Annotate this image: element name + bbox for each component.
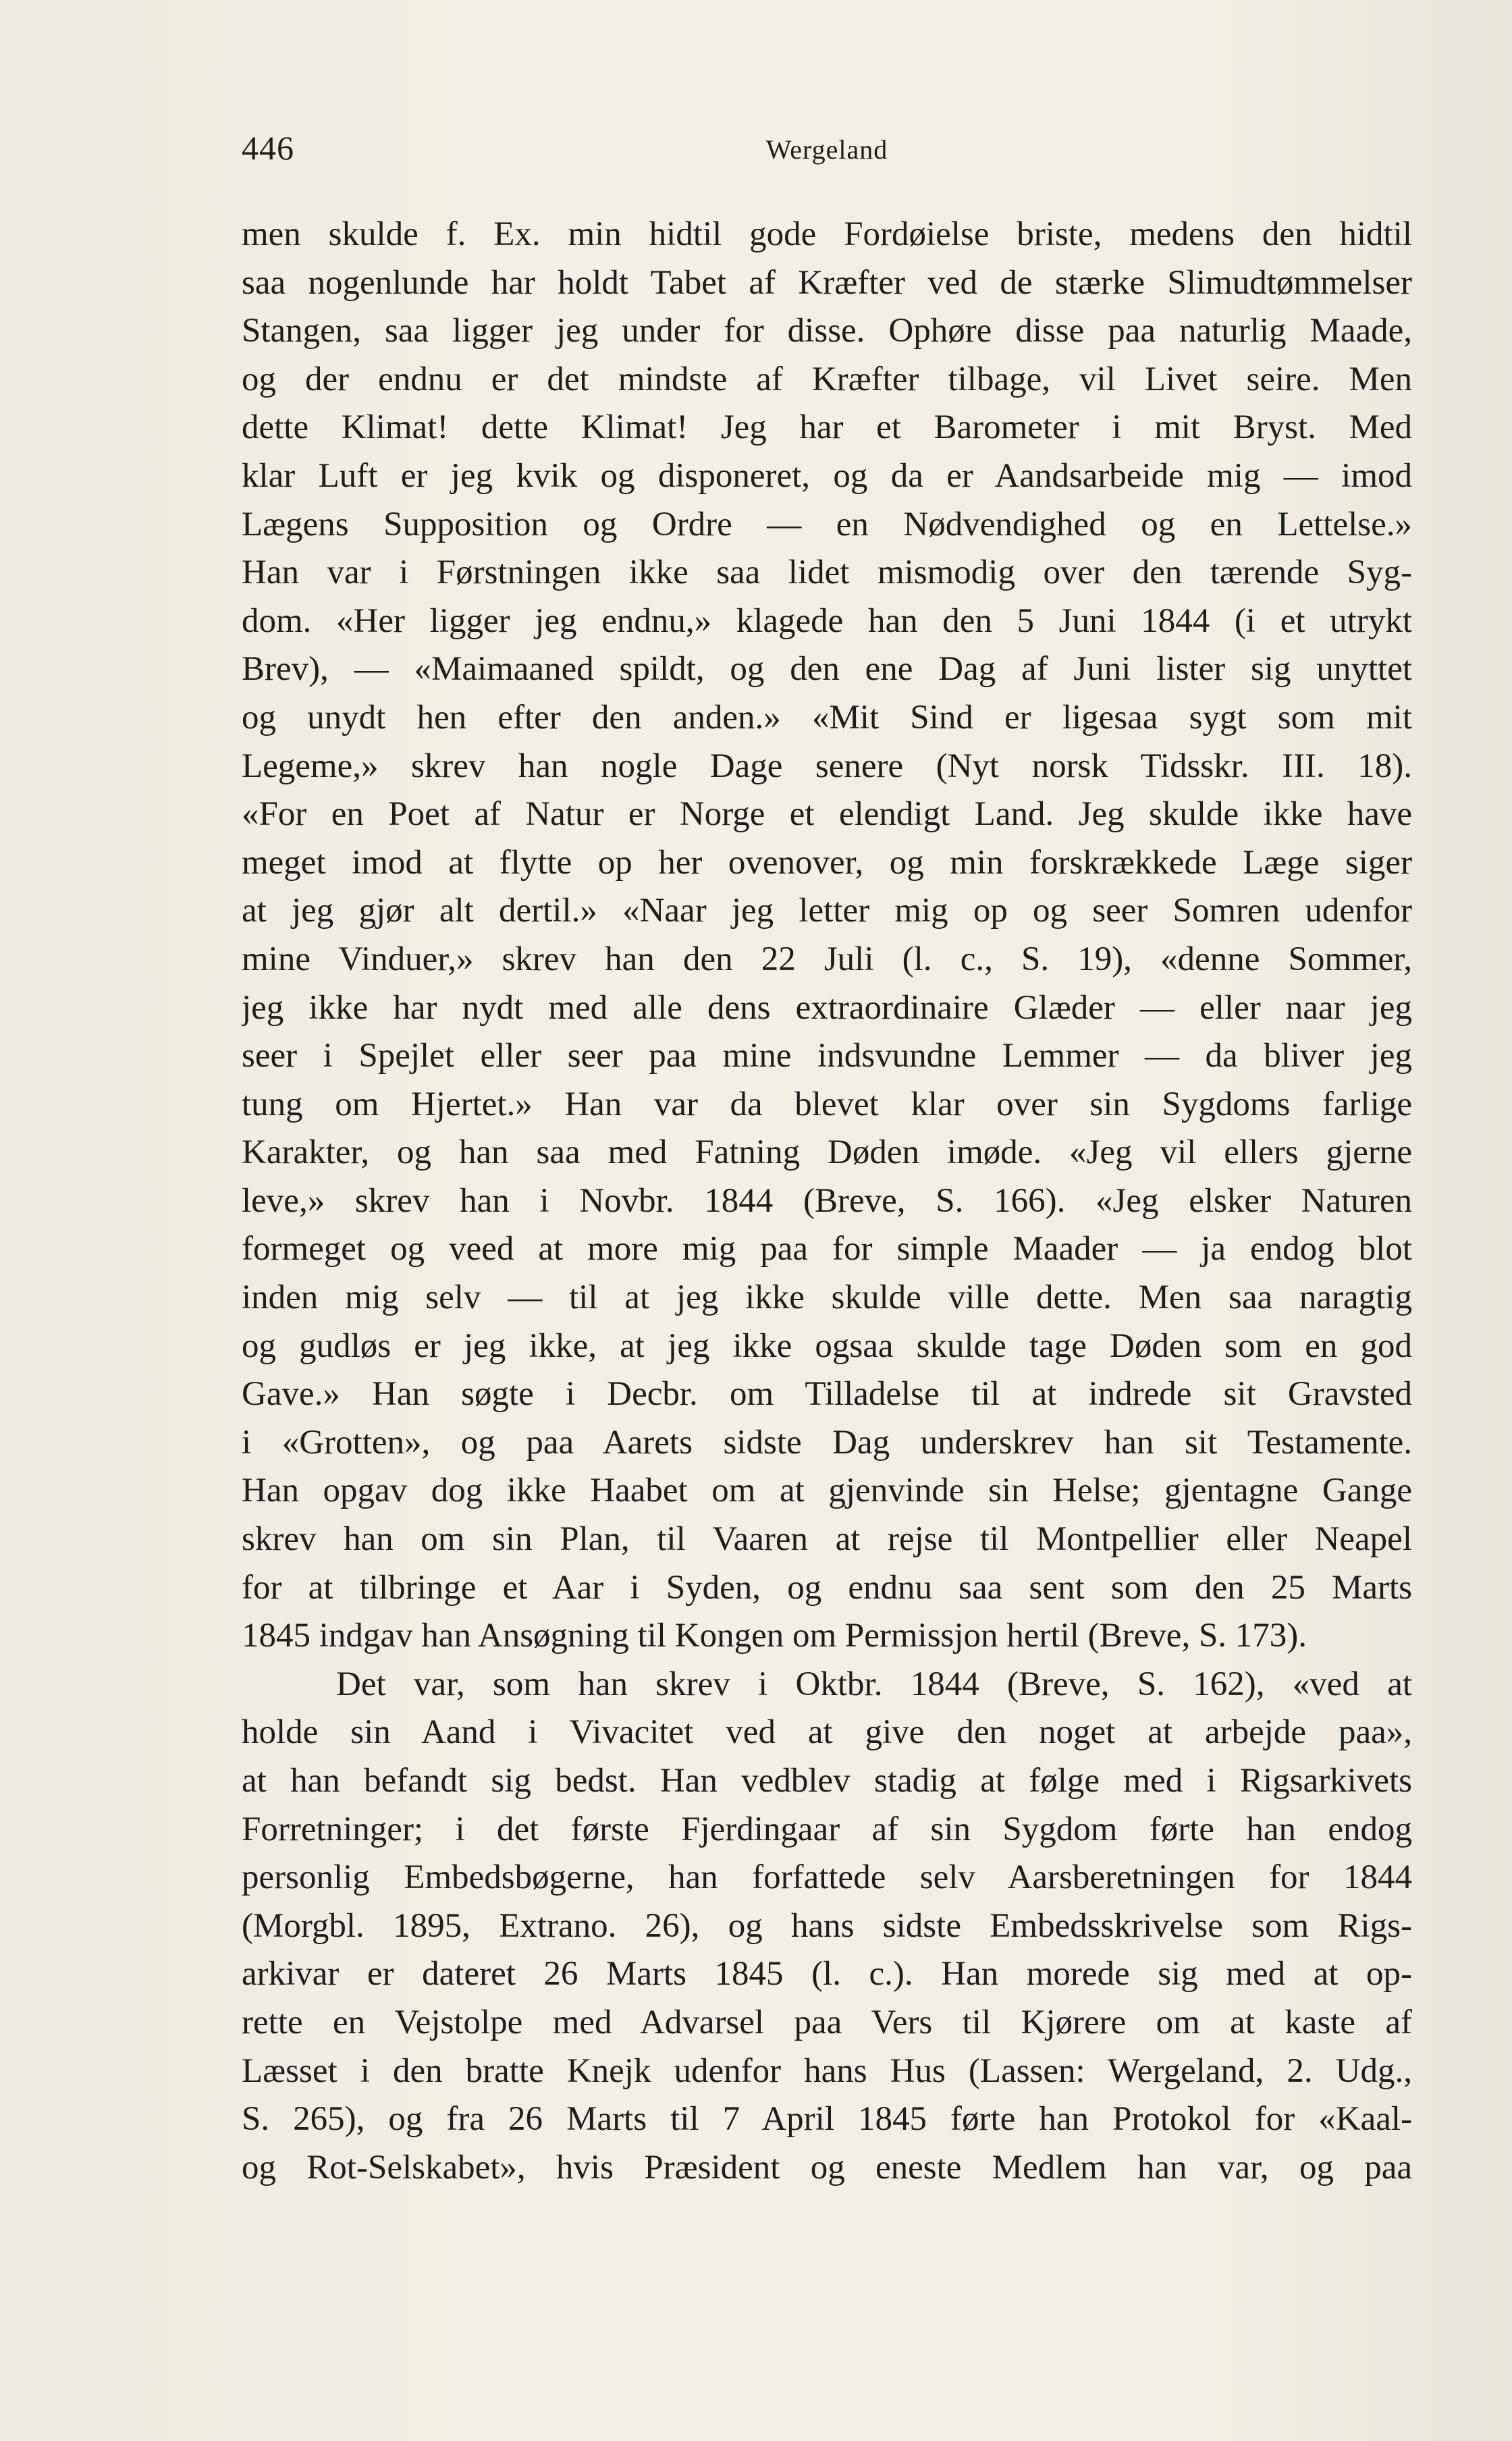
text-line: dette Klimat! dette Klimat! Jeg har et Barometer i mit Bryst. Med (242, 408, 1412, 447)
text-line: Læsset i den bratte Knejk udenfor hans Hus (Lassen: Wergeland, 2. Udg., (242, 2051, 1412, 2090)
text-line: holde sin Aand i Vivacitet ved at give den noget at arbejde paa», (242, 1713, 1412, 1752)
text-line: personlig Embedsbøgerne, han forfattede selv Aarsberetningen for 1844 (242, 1858, 1412, 1897)
text-line: arkivar er dateret 26 Marts 1845 (l. c.). Han morede sig med at op- (242, 1955, 1412, 1993)
text-line: at han befandt sig bedst. Han vedblev stadig at følge med i Rigsarkivets (242, 1762, 1412, 1800)
page-number: 446 (242, 129, 294, 167)
text-line: (Morgbl. 1895, Extrano. 26), og hans sidste Embedsskrivelse som Rigs- (242, 1906, 1412, 1945)
text-line: Gave.» Han søgte i Decbr. om Tilladelse til at indrede sit Gravsted (242, 1375, 1412, 1414)
text-line: Brev), — «Maimaaned spildt, og den ene Dag af Juni lister sig unyttet (242, 650, 1412, 689)
text-line: meget imod at flytte op her ovenover, og min forskrækkede Læge siger (242, 843, 1412, 882)
text-line: og unydt hen efter den anden.» «Mit Sind er ligesaa sygt som mit (242, 698, 1412, 736)
text-line: at jeg gjør alt dertil.» «Naar jeg letter mig op og seer Somren udenfor (242, 892, 1412, 930)
text-line: Forretninger; i det første Fjerdingaar af sin Sygdom førte han endog (242, 1810, 1412, 1848)
text-line: og Rot-Selskabet», hvis Præsident og eneste Medlem han var, og paa (242, 2148, 1412, 2187)
text-line: og gudløs er jeg ikke, at jeg ikke ogsaa skulde tage Døden som en god (242, 1326, 1412, 1365)
text-line: Stangen, saa ligger jeg under for disse. Ophøre disse paa naturlig Maade, (242, 312, 1412, 350)
text-line: «For en Poet af Natur er Norge et elendigt Land. Jeg skulde ikke have (242, 795, 1412, 834)
text-line: dom. «Her ligger jeg endnu,» klagede han den 5 Juni 1844 (i et utrykt (242, 601, 1412, 640)
text-line: jeg ikke har nydt med alle dens extraordinaire Glæder — eller naar jeg (242, 988, 1412, 1027)
text-line: rette en Vejstolpe med Advarsel paa Vers til Kjørere om at kaste af (242, 2003, 1412, 2041)
text-line: leve,» skrev han i Novbr. 1844 (Breve, S. 166). «Jeg elsker Naturen (242, 1181, 1412, 1220)
running-head: Wergeland (765, 134, 888, 165)
text-line: Han opgav dog ikke Haabet om at gjenvinde sin Helse; gjentagne Gange (242, 1472, 1412, 1510)
text-line: Karakter, og han saa med Fatning Døden imøde. «Jeg vil ellers gjerne (242, 1133, 1412, 1172)
text-line: seer i Spejlet eller seer paa mine indsvundne Lemmer — da bliver jeg (242, 1037, 1412, 1075)
text-line: klar Luft er jeg kvik og disponeret, og da er Aandsarbeide mig — imod (242, 456, 1412, 495)
text-line: i «Grotten», og paa Aarets sidste Dag underskrev han sit Testamente. (242, 1423, 1412, 1461)
paragraph-start-line: Det var, som han skrev i Oktbr. 1844 (Breve, S. 162), «ved at (336, 1665, 1412, 1703)
text-line: tung om Hjertet.» Han var da blevet klar over sin Sygdoms farlige (242, 1085, 1412, 1123)
text-line: men skulde f. Ex. min hidtil gode Fordøielse briste, medens den hidtil (242, 215, 1412, 253)
text-line: Legeme,» skrev han nogle Dage senere (Nyt norsk Tidsskr. III. 18). (242, 747, 1412, 785)
body-text (242, 211, 1412, 2192)
text-line: mine Vinduer,» skrev han den 22 Juli (l. c., S. 19), «denne Sommer, (242, 940, 1412, 978)
text-line: for at tilbringe et Aar i Syden, og endnu saa sent som den 25 Marts (242, 1568, 1412, 1607)
page-header (242, 128, 1412, 176)
text-line: inden mig selv — til at jeg ikke skulde ville dette. Men saa naragtig (242, 1279, 1412, 1317)
text-line: Lægens Supposition og Ordre — en Nødvendighed og en Lettelse.» (242, 505, 1412, 543)
text-line: formeget og veed at more mig paa for simple Maader — ja endog blot (242, 1230, 1412, 1268)
paragraph-end-line: 1845 indgav han Ansøgning til Kongen om Permissjon hertil (Breve, S. 173). (242, 1617, 1307, 1655)
text-line: S. 265), og fra 26 Marts til 7 April 1845 førte han Protokol for «Kaal- (242, 2100, 1412, 2139)
text-line: saa nogenlunde har holdt Tabet af Kræfter ved de stærke Slimudtømmelser (242, 263, 1412, 302)
text-line: og der endnu er det mindste af Kræfter tilbage, vil Livet seire. Men (242, 360, 1412, 398)
text-line: Han var i Førstningen ikke saa lidet mismodig over den tærende Syg- (242, 554, 1412, 592)
text-line: skrev han om sin Plan, til Vaaren at rejse til Montpellier eller Neapel (242, 1520, 1412, 1559)
